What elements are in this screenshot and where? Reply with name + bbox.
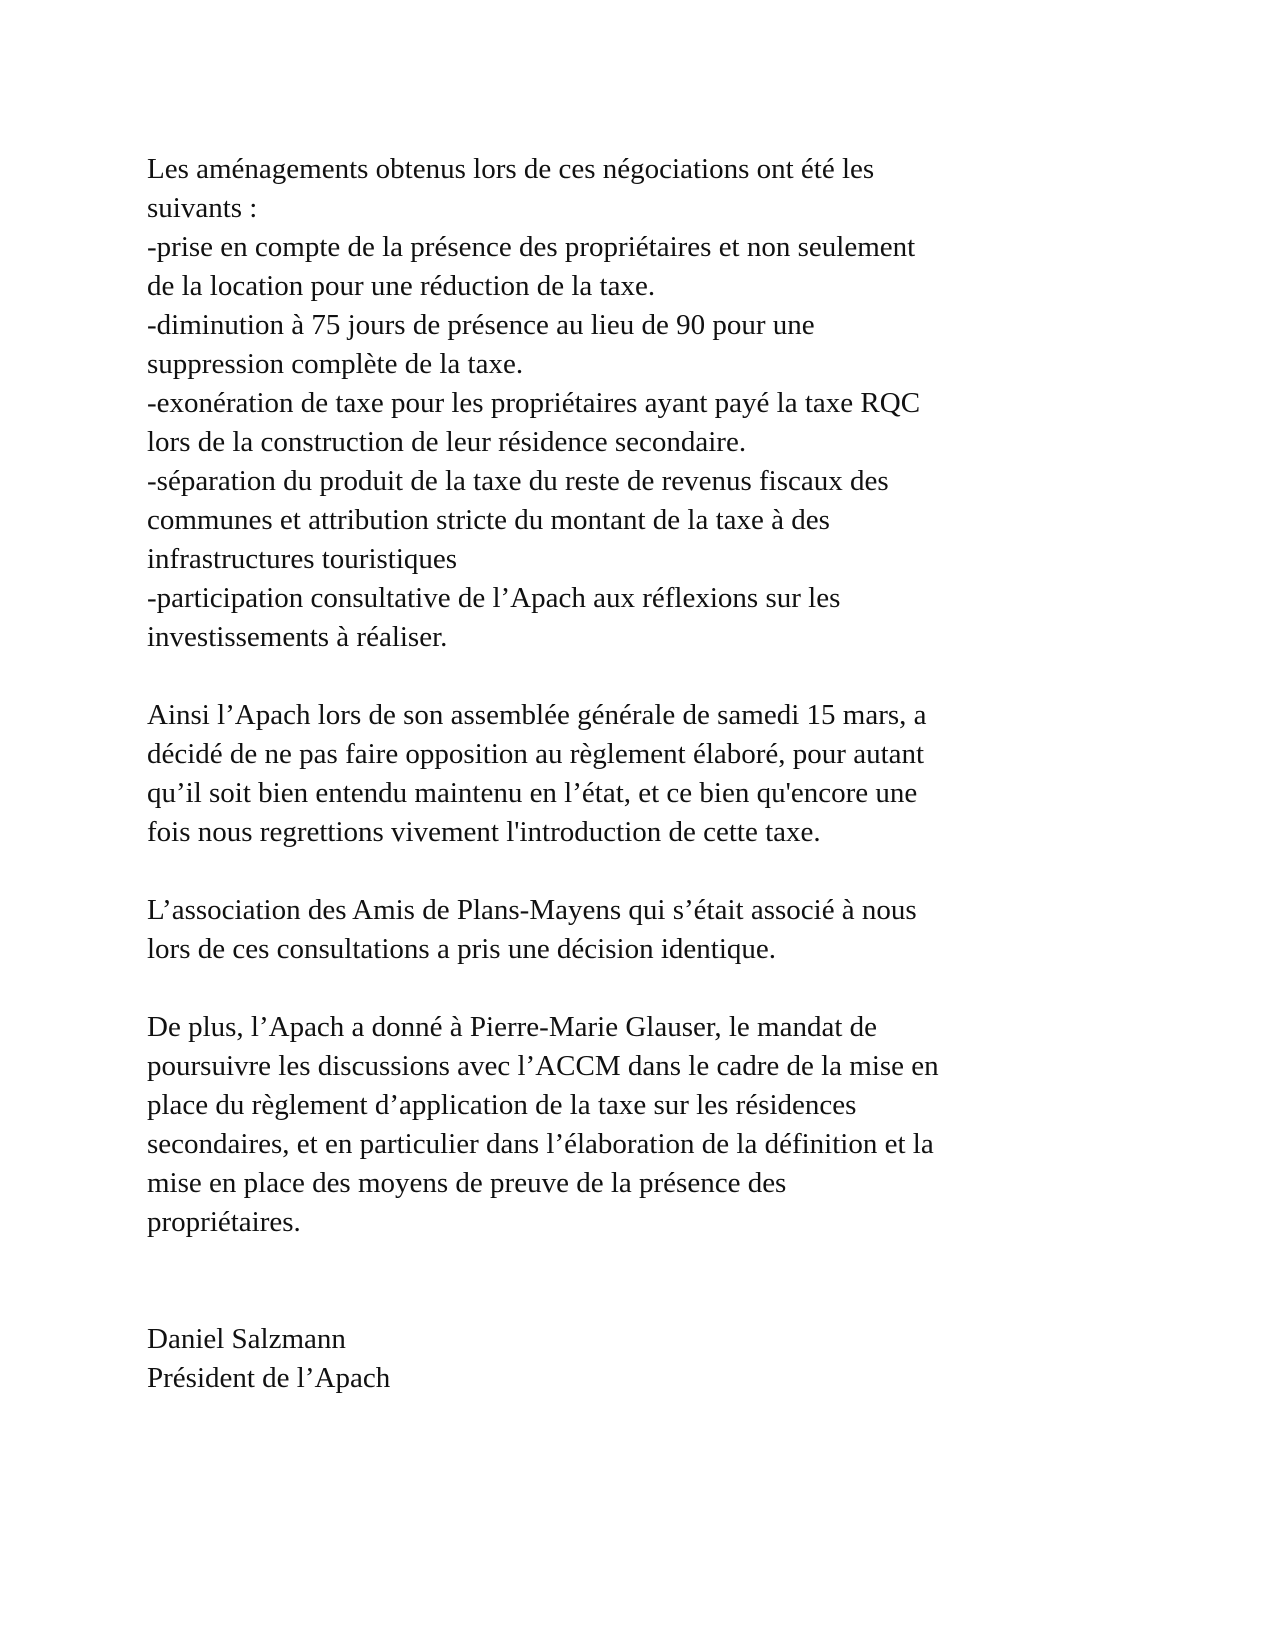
list-item-line: infrastructures touristiques (147, 543, 458, 575)
list-item-line: -participation consultative de l’Apach aux réflexions sur les (147, 582, 841, 614)
paragraph-line: mise en place des moyens de preuve de la présence des (147, 1167, 787, 1199)
paragraph-spacer (147, 852, 1147, 891)
paragraph-line: qu’il soit bien entendu maintenu en l’état, et ce bien qu'encore une (147, 777, 918, 809)
signature-name: Daniel Salzmann (147, 1323, 346, 1355)
paragraph-line: fois nous regrettions vivement l'introduction de cette taxe. (147, 816, 821, 848)
paragraph-line: poursuivre les discussions avec l’ACCM dans le cadre de la mise en (147, 1050, 939, 1082)
list-item-line: communes et attribution stricte du montant de la taxe à des (147, 504, 830, 536)
paragraph-line: secondaires, et en particulier dans l’élaboration de la définition et la (147, 1128, 934, 1160)
paragraph-line: propriétaires. (147, 1206, 301, 1238)
list-item-line: lors de la construction de leur résidence secondaire. (147, 426, 747, 458)
intro-line: Les aménagements obtenus lors de ces négociations ont été les (147, 153, 875, 185)
intro-line: suivants : (147, 192, 258, 224)
mandate-paragraph (147, 1008, 1147, 1242)
list-item-line: de la location pour une réduction de la taxe. (147, 270, 656, 302)
amenagements-list (147, 228, 1147, 657)
paragraph-line: De plus, l’Apach a donné à Pierre-Marie Glauser, le mandat de (147, 1011, 877, 1043)
paragraph-line: décidé de ne pas faire opposition au règlement élaboré, pour autant (147, 738, 925, 770)
list-item-line: -séparation du produit de la taxe du reste de revenus fiscaux des (147, 465, 889, 497)
list-item-line: investissements à réaliser. (147, 621, 448, 653)
paragraph-line: L’association des Amis de Plans-Mayens qui s’était associé à nous (147, 894, 917, 926)
association-paragraph (147, 891, 1147, 969)
signature-block (147, 1320, 1147, 1398)
decision-paragraph (147, 696, 1147, 852)
list-item-line: -prise en compte de la présence des propriétaires et non seulement (147, 231, 916, 263)
list-item-line: -exonération de taxe pour les propriétaires ayant payé la taxe RQC (147, 387, 921, 419)
document-body (147, 150, 1147, 1398)
paragraph-line: place du règlement d’application de la taxe sur les résidences (147, 1089, 857, 1121)
signature-title: Président de l’Apach (147, 1362, 391, 1394)
paragraph-spacer (147, 657, 1147, 696)
list-item-line: -diminution à 75 jours de présence au lieu de 90 pour une (147, 309, 815, 341)
list-item-line: suppression complète de la taxe. (147, 348, 524, 380)
signature-spacer (147, 1242, 1147, 1320)
paragraph-line: lors de ces consultations a pris une décision identique. (147, 933, 776, 965)
paragraph-line: Ainsi l’Apach lors de son assemblée générale de samedi 15 mars, a (147, 699, 927, 731)
paragraph-spacer (147, 969, 1147, 1008)
intro-paragraph (147, 150, 1147, 228)
